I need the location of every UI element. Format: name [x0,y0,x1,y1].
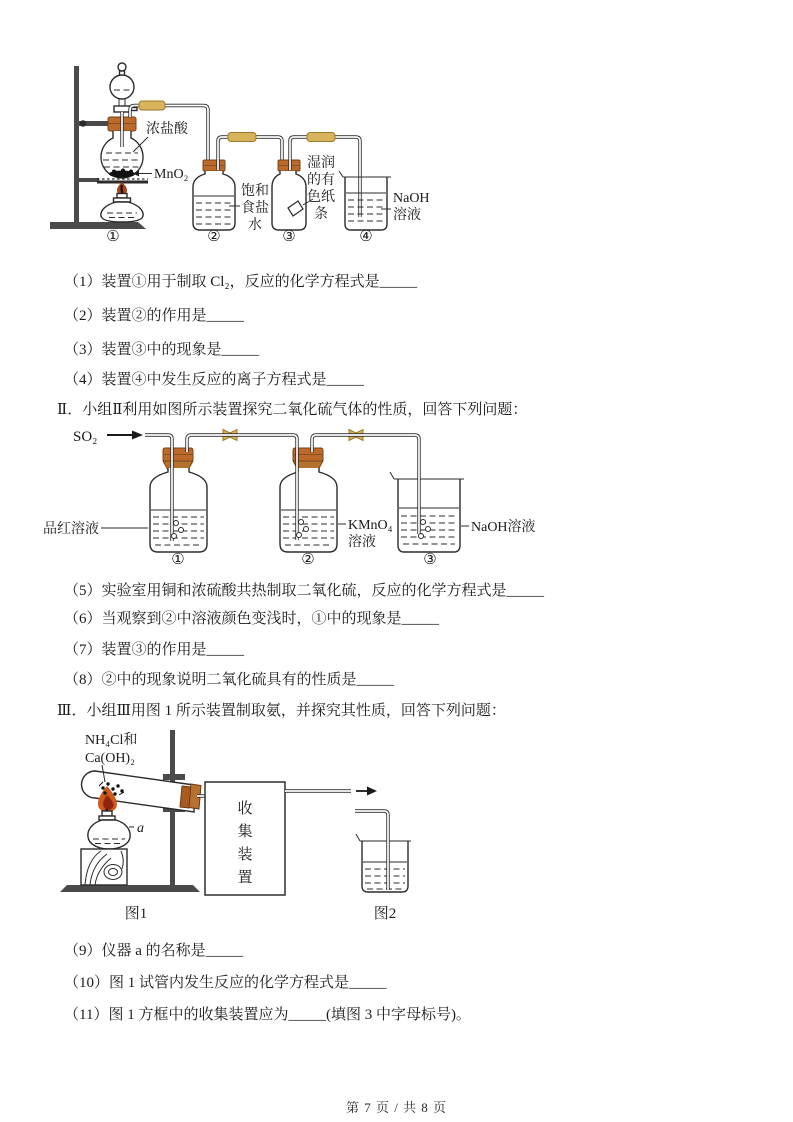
svg-text:食盐: 食盐 [241,201,269,216]
figure1-caption: 图1 [124,906,148,922]
label-a: a [137,821,144,836]
svg-text:的有: 的有 [307,173,335,188]
apparatus-number-1: ① [106,229,120,245]
page-footer: 第 7 页 / 共 8 页 [345,1100,448,1115]
label-conc-hcl: 浓盐酸 [146,122,188,137]
label-naoh: NaOH溶液 [471,520,536,535]
alcohol-lamp [88,809,130,849]
tube-connector [228,133,256,142]
label-saturated-brine: 饱和 [241,184,269,199]
gas-washing-bottle-2 [193,160,235,230]
label-so2: SO₂ [73,429,98,445]
diagram-cl2-apparatus [50,60,430,255]
question-11: （11）图 1 方框中的收集装置应为_____(填图 3 中字母标号)。 [64,1007,471,1023]
apparatus-number-3: ③ [423,552,437,568]
svg-text:Ca(OH)₂: Ca(OH)₂ [85,751,135,766]
diagram-so2-apparatus [35,422,575,570]
label-moist-paper: 湿润 [307,156,335,171]
question-3: （3）装置③中的现象是_____ [64,342,260,358]
question-2: （2）装置②的作用是_____ [64,308,245,324]
apparatus-number-4: ④ [359,229,373,245]
alcohol-lamp [101,182,143,222]
tube-connector [307,133,335,142]
beaker-3 [390,472,464,552]
beaker-4 [339,171,391,230]
svg-text:条: 条 [314,207,328,222]
apparatus-number-2: ② [301,552,315,568]
svg-text:集: 集 [237,824,253,840]
apparatus-number-3: ③ [282,229,296,245]
svg-text:色纸: 色纸 [307,190,335,205]
gas-washing-bottle-2 [280,448,337,552]
label-kmno4: KMnO₄ [348,518,393,533]
question-4: （4）装置④中发生反应的离子方程式是_____ [64,372,365,388]
figure2-caption: 图2 [373,906,397,922]
svg-text:置: 置 [237,870,253,886]
tube-connector [139,101,165,110]
svg-text:溶液: 溶液 [393,208,421,223]
gas-bottle-3 [272,160,306,230]
figure2-beaker [356,834,411,892]
label-mno2: MnO₂ [154,167,189,182]
apparatus-number-1: ① [171,552,185,568]
label-fuchsin: 品红溶液 [43,522,99,537]
svg-text:溶液: 溶液 [348,535,376,550]
svg-text:水: 水 [248,218,262,233]
question-1: （1）装置①用于制取 Cl₂，反应的化学方程式是_____ [64,274,418,290]
question-7: （7）装置③的作用是_____ [64,642,245,658]
label-naoh-solution: NaOH [393,191,430,206]
wood-block [81,849,127,885]
diagram-nh3-apparatus [55,720,485,925]
label-reagents: NH₄Cl和 [85,733,138,748]
svg-text:装: 装 [237,847,253,863]
question-5: （5）实验室用铜和浓硫酸共热制取二氧化硫，反应的化学方程式是_____ [64,583,545,599]
question-6: （6）当观察到②中溶液颜色变浅时，①中的现象是_____ [64,611,440,627]
section-2-header: Ⅱ．小组Ⅱ利用如图所示装置探究二氧化硫气体的性质，回答下列问题： [57,402,528,418]
collection-device-label: 收 [237,801,253,817]
gas-washing-bottle-1 [150,448,207,552]
section-3-header: Ⅲ．小组Ⅲ用图 1 所示装置制取氨，并探究其性质，回答下列问题： [57,703,506,719]
question-10: （10）图 1 试管内发生反应的化学方程式是_____ [64,975,387,991]
question-9: （9）仪器 a 的名称是_____ [64,943,244,959]
question-8: （8）②中的现象说明二氧化硫具有的性质是_____ [64,672,395,688]
apparatus-number-2: ② [207,229,221,245]
